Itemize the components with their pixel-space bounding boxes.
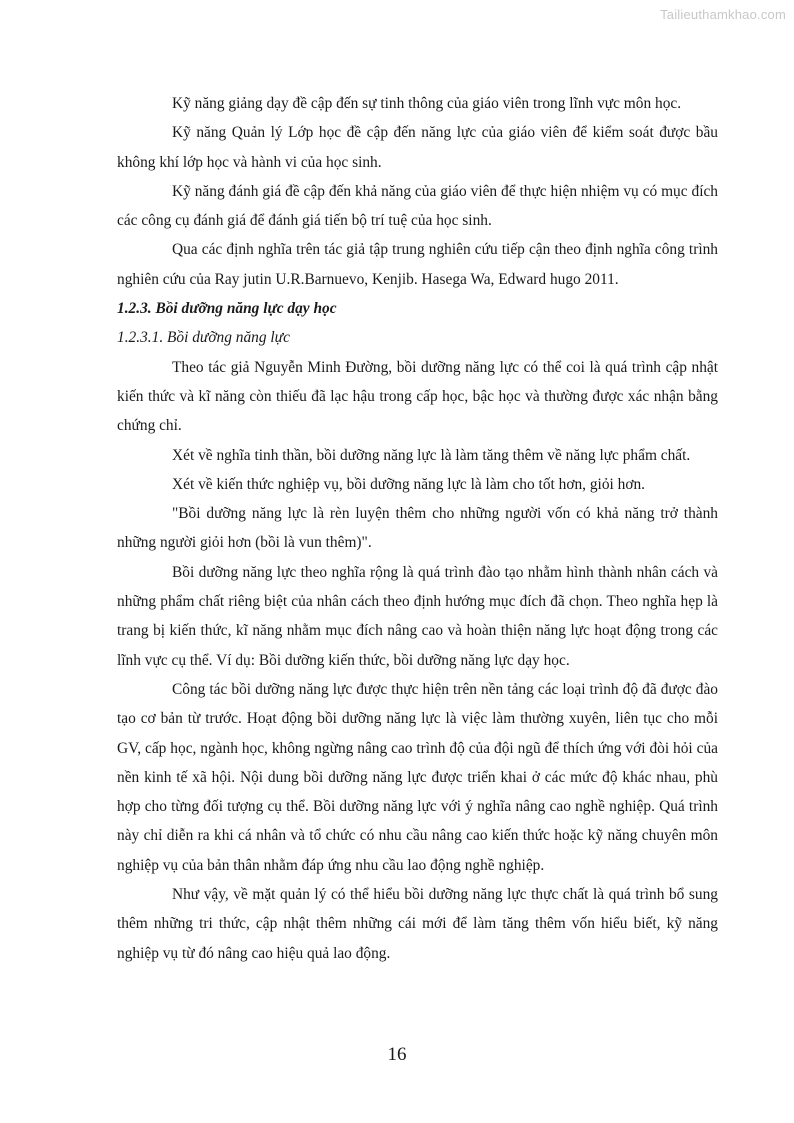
watermark: Tailieuthamkhao.com: [660, 7, 786, 22]
paragraph-definitions-approach: Qua các định nghĩa trên tác giả tập trung nghiên cứu tiếp cận theo định nghĩa công trình nghiên cứu của Ray jutin U.R.Barnuevo, Kenjib. Hasega Wa, Edward hugo 2011.: [117, 241, 718, 288]
paragraph-author-definition: Theo tác giả Nguyễn Minh Đường, bồi dưỡng năng lực có thể coi là quá trình cập nhật kiến thức và kĩ năng còn thiếu đã lạc hậu trong cấp học, bậc học và thường được xác nhận bằng chứng chỉ.: [117, 358, 718, 435]
document-body: [117, 89, 718, 968]
paragraph-professional-knowledge: Xét về kiến thức nghiệp vụ, bồi dưỡng năng lực là làm cho tốt hơn, giỏi hơn.: [172, 475, 646, 493]
paragraph-quote: "Bồi dưỡng năng lực là rèn luyện thêm cho những người vốn có khả năng trở thành những người giỏi hơn (bồi là vun thêm)".: [117, 505, 718, 552]
subsection-heading-1-2-3-1: 1.2.3.1. Bồi dưỡng năng lực: [117, 329, 290, 347]
paragraph-training-work: Công tác bồi dưỡng năng lực được thực hiện trên nền tảng các loại trình độ đã được đào tạo cơ bản từ trước. Hoạt động bồi dưỡng năng lực là việc làm thường xuyên, liên tục cho mỗi GV, cấp học, ngành học, không ngừng nâng cao trình độ của đội ngũ để thích ứng với đòi hỏi của nền kinh tế xã hội. Nội dung bồi dưỡng năng lực được triển khai ở các mức độ khác nhau, phù hợp cho từng đối tượng cụ thể. Bồi dưỡng năng lực với ý nghĩa nâng cao nghề nghiệp. Quá trình này chỉ diễn ra khi cá nhân và tổ chức có nhu cầu nâng cao kiến thức hoặc kỹ năng chuyên môn nghiệp vụ của bản thân nhằm đáp ứng nhu cầu lao động nghề nghiệp.: [117, 680, 718, 874]
section-heading-1-2-3: 1.2.3. Bồi dưỡng năng lực dạy học: [117, 300, 337, 318]
paragraph-assessment-skill: Kỹ năng đánh giá đề cập đến khả năng của giáo viên để thực hiện nhiệm vụ có mục đích các công cụ đánh giá để đánh giá tiến bộ trí tuệ của học sinh.: [117, 182, 718, 230]
paragraph-conclusion: Như vậy, về mặt quản lý có thể hiểu bồi dưỡng năng lực thực chất là quá trình bổ sung thêm những tri thức, cập nhật thêm những cái mới để làm tăng thêm vốn hiểu biết, kỹ năng nghiệp vụ từ đó nâng cao hiệu quả lao động.: [117, 886, 718, 962]
paragraph-broad-narrow-meaning: Bồi dưỡng năng lực theo nghĩa rộng là quá trình đào tạo nhằm hình thành nhân cách và những phẩm chất riêng biệt của nhân cách theo định hướng mục đích đã chọn. Theo nghĩa hẹp là trang bị kiến thức, kĩ năng nhằm mục đích nâng cao và hoàn thiện năng lực hoạt động trong các lĩnh vực cụ thể. Ví dụ: Bồi dưỡng kiến thức, bồi dưỡng năng lực dạy học.: [117, 563, 718, 669]
paragraph-teaching-skill: Kỹ năng giảng dạy đề cập đến sự tinh thông của giáo viên trong lĩnh vực môn học.: [172, 95, 682, 112]
paragraph-classroom-management: Kỹ năng Quản lý Lớp học đề cập đến năng lực của giáo viên để kiểm soát được bầu không khí lớp học và hành vi của học sinh.: [117, 124, 718, 171]
paragraph-spiritual-meaning: Xét về nghĩa tinh thần, bồi dưỡng năng lực là làm tăng thêm về năng lực phẩm chất.: [172, 446, 691, 464]
page-number: 16: [387, 1044, 407, 1065]
